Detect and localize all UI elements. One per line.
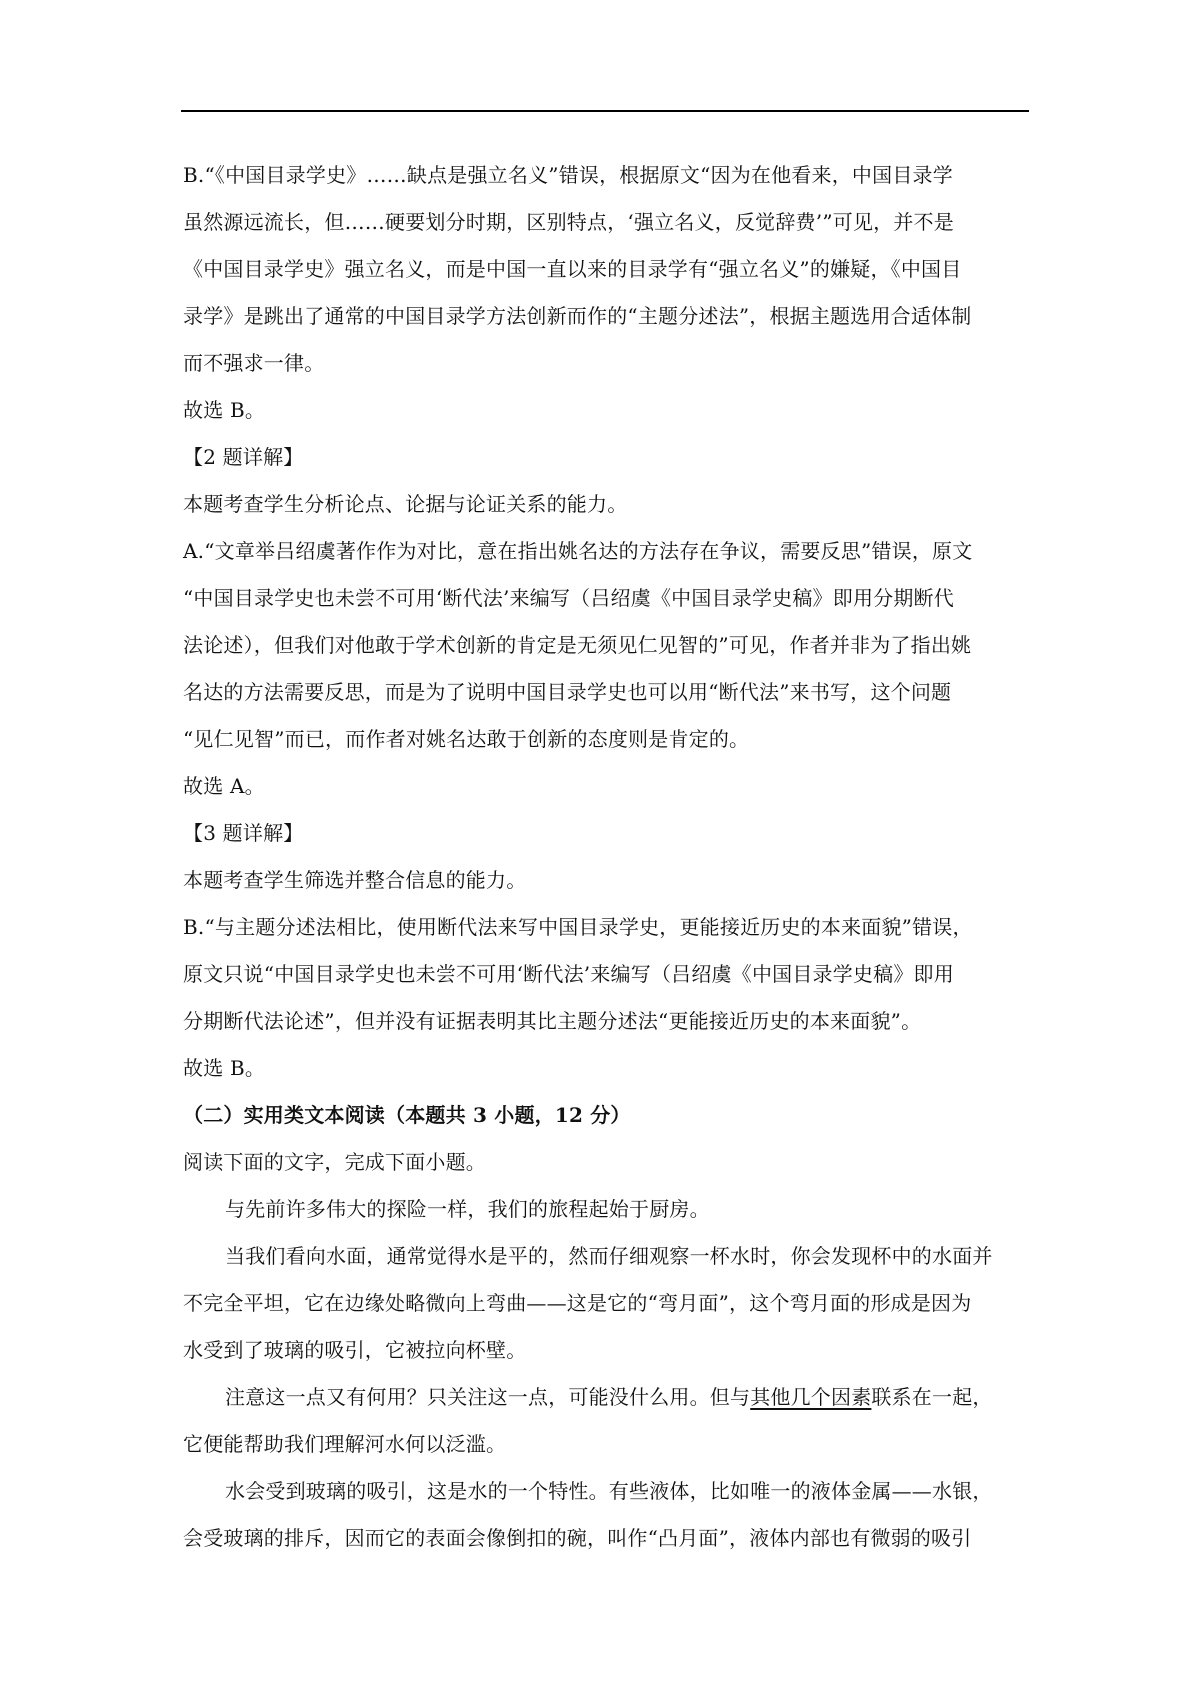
section-heading: （二）实用类文本阅读（本题共 3 小题，12 分） <box>183 1103 631 1127</box>
answer-line: 故选 A。 <box>183 774 265 798</box>
text-line: 原文只说“中国目录学史也未尝不可用‘断代法’来编写（吕绍虞《中国目录学史稿》即用 <box>183 962 954 986</box>
answer-line: 故选 B。 <box>183 398 266 422</box>
text-line: 录学》是跳出了通常的中国目录学方法创新而作的“主题分述法”，根据主题选用合适体制 <box>183 304 972 328</box>
passage-line: 与先前许多伟大的探险一样，我们的旅程起始于厨房。 <box>225 1197 710 1221</box>
instruction-line: 阅读下面的文字，完成下面小题。 <box>183 1150 486 1174</box>
page-content <box>183 152 1029 1562</box>
passage-text: 注意这一点又有何用？只关注这一点，可能没什么用。但与 <box>225 1385 751 1409</box>
underlined-phrase: 其他几个因素 <box>750 1385 872 1409</box>
text-line: 名达的方法需要反思，而是为了说明中国目录学史也可以用“断代法”来书写，这个问题 <box>183 680 952 704</box>
text-line: 虽然源远流长，但……硬要划分时期，区别特点，‘强立名义，反觉辞费’”可见，并不是 <box>183 210 954 234</box>
text-line: 本题考查学生分析论点、论据与论证关系的能力。 <box>183 492 628 516</box>
text-line: 《中国目录学史》强立名义，而是中国一直以来的目录学有“强立名义”的嫌疑，《中国目 <box>183 257 962 281</box>
header-rule <box>181 110 1029 112</box>
text-line: 分期断代法论述”，但并没有证据表明其比主题分述法“更能接近历史的本来面貌”。 <box>183 1009 922 1033</box>
text-line: A.“文章举吕绍虞著作作为对比，意在指出姚名达的方法存在争议，需要反思”错误，原文 <box>183 539 973 563</box>
question-detail-heading: 【2 题详解】 <box>183 445 304 469</box>
passage-line: 当我们看向水面，通常觉得水是平的，然而仔细观察一杯水时，你会发现杯中的水面并 <box>225 1244 993 1268</box>
text-line: 而不强求一律。 <box>183 351 325 375</box>
text-line: 法论述），但我们对他敢于学术创新的肯定是无须见仁见智的”可见，作者并非为了指出姚 <box>183 633 972 657</box>
passage-line: 它便能帮助我们理解河水何以泛滥。 <box>183 1432 507 1456</box>
passage-line <box>183 1374 1029 1421</box>
answer-line: 故选 B。 <box>183 1056 266 1080</box>
text-line: “中国目录学史也未尝不可用‘断代法’来编写（吕绍虞《中国目录学史稿》即用分期断代 <box>183 586 954 610</box>
text-line: 本题考查学生筛选并整合信息的能力。 <box>183 868 527 892</box>
text-line: B.“与主题分述法相比，使用断代法来写中国目录学史，更能接近历史的本来面貌”错误， <box>183 915 973 939</box>
passage-line: 会受玻璃的排斥，因而它的表面会像倒扣的碗，叫作“凸月面”，液体内部也有微弱的吸引 <box>183 1526 972 1550</box>
passage-text: 联系在一起， <box>871 1385 993 1409</box>
text-line: “见仁见智”而已，而作者对姚名达敢于创新的态度则是肯定的。 <box>183 727 750 751</box>
passage-line: 不完全平坦，它在边缘处略微向上弯曲——这是它的“弯月面”，这个弯月面的形成是因为 <box>183 1291 972 1315</box>
passage-line: 水会受到玻璃的吸引，这是水的一个特性。有些液体，比如唯一的液体金属——水银， <box>225 1479 993 1503</box>
text-line: B.“《中国目录学史》……缺点是强立名义”错误，根据原文“因为在他看来，中国目录学 <box>183 163 953 187</box>
passage-line: 水受到了玻璃的吸引，它被拉向杯壁。 <box>183 1338 527 1362</box>
question-detail-heading: 【3 题详解】 <box>183 821 304 845</box>
